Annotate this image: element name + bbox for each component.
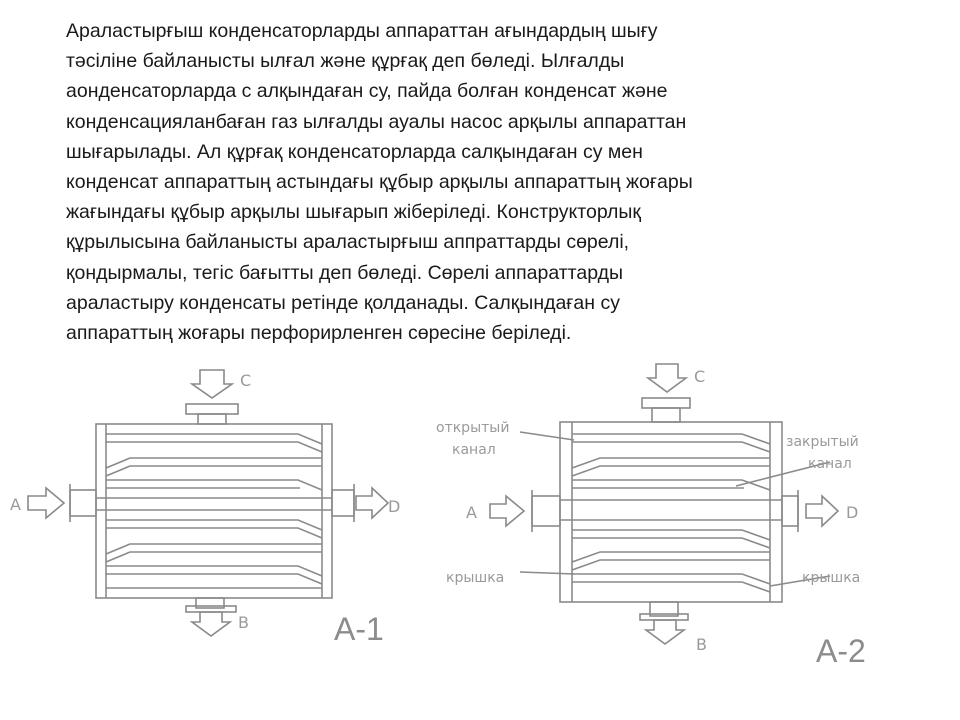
diagram-a2 bbox=[490, 364, 838, 644]
a1-label-d: D bbox=[388, 497, 401, 516]
a1-arrow-d bbox=[356, 488, 388, 518]
a1-label-a: А bbox=[10, 495, 21, 514]
a2-title: А-2 bbox=[816, 633, 866, 669]
text-line: қондырмалы, тегіс бағытты деп бөледі. Сөрелі аппараттарды bbox=[66, 261, 624, 284]
text-line: құрылысына байланысты араластырғыш аппраттарды сөрелі, bbox=[66, 231, 630, 254]
a2-label-lid-left: крышка bbox=[446, 570, 505, 586]
text-line: аппараттың жоғары перфорирленген сөресіне беріледі. bbox=[66, 322, 572, 345]
a2-label-closed-channel-1: закрытый bbox=[786, 434, 859, 450]
a2-label-a: А bbox=[466, 503, 477, 522]
text-line: конденсацияланбаған газ ылғалды ауалы насос арқылы аппараттан bbox=[66, 110, 687, 133]
a2-arrow-c bbox=[648, 364, 686, 392]
text-line: араластыру конденсаты ретінде қолданады. Салқындаған су bbox=[66, 291, 620, 314]
a2-label-lid-right: крышка bbox=[802, 570, 861, 586]
text-line: конденсат аппараттың астындағы құбыр арқылы аппараттың жоғары bbox=[66, 171, 693, 194]
a1-arrow-a bbox=[28, 488, 64, 518]
text-line: тәсіліне байланысты ылғал және құрғақ деп бөледі. Ылғалды bbox=[66, 50, 625, 73]
a2-arrow-a bbox=[490, 496, 524, 526]
a2-shell bbox=[560, 422, 782, 602]
text-line: аонденсаторларда с алқындаған су, пайда болған конденсат және bbox=[66, 80, 668, 103]
a1-arrow-c bbox=[192, 370, 232, 398]
a2-label-b: В bbox=[696, 635, 707, 654]
diagram-a1 bbox=[28, 370, 388, 636]
a1-arrow-b bbox=[192, 612, 230, 636]
text-line: шығарылады. Ал құрғақ конденсаторларда салқындаған су мен bbox=[66, 140, 643, 163]
text-line: Араластырғыш конденсаторларды аппараттан ағындардың шығу bbox=[66, 20, 658, 42]
a2-arrow-d bbox=[806, 496, 838, 526]
a2-arrow-b bbox=[646, 620, 684, 644]
a2-leader-open-channel bbox=[520, 432, 574, 440]
a2-label-d: D bbox=[846, 503, 859, 522]
text-line: жағындағы құбыр арқылы шығарып жіберіледі. Конструкторлық bbox=[66, 201, 641, 224]
a2-label-closed-channel-2: канал bbox=[808, 456, 852, 472]
a2-top-flange bbox=[642, 398, 690, 408]
a2-label-c: С bbox=[694, 367, 706, 386]
a1-top-flange bbox=[186, 404, 238, 414]
a1-label-b: В bbox=[238, 613, 249, 632]
a1-title: А-1 bbox=[334, 611, 384, 647]
a2-leader-lid-left bbox=[520, 572, 574, 574]
a2-label-open-channel-1: открытый bbox=[436, 420, 510, 436]
a2-label-open-channel-2: канал bbox=[452, 442, 496, 458]
a1-label-c: С bbox=[240, 371, 252, 390]
a1-shell bbox=[96, 424, 332, 598]
